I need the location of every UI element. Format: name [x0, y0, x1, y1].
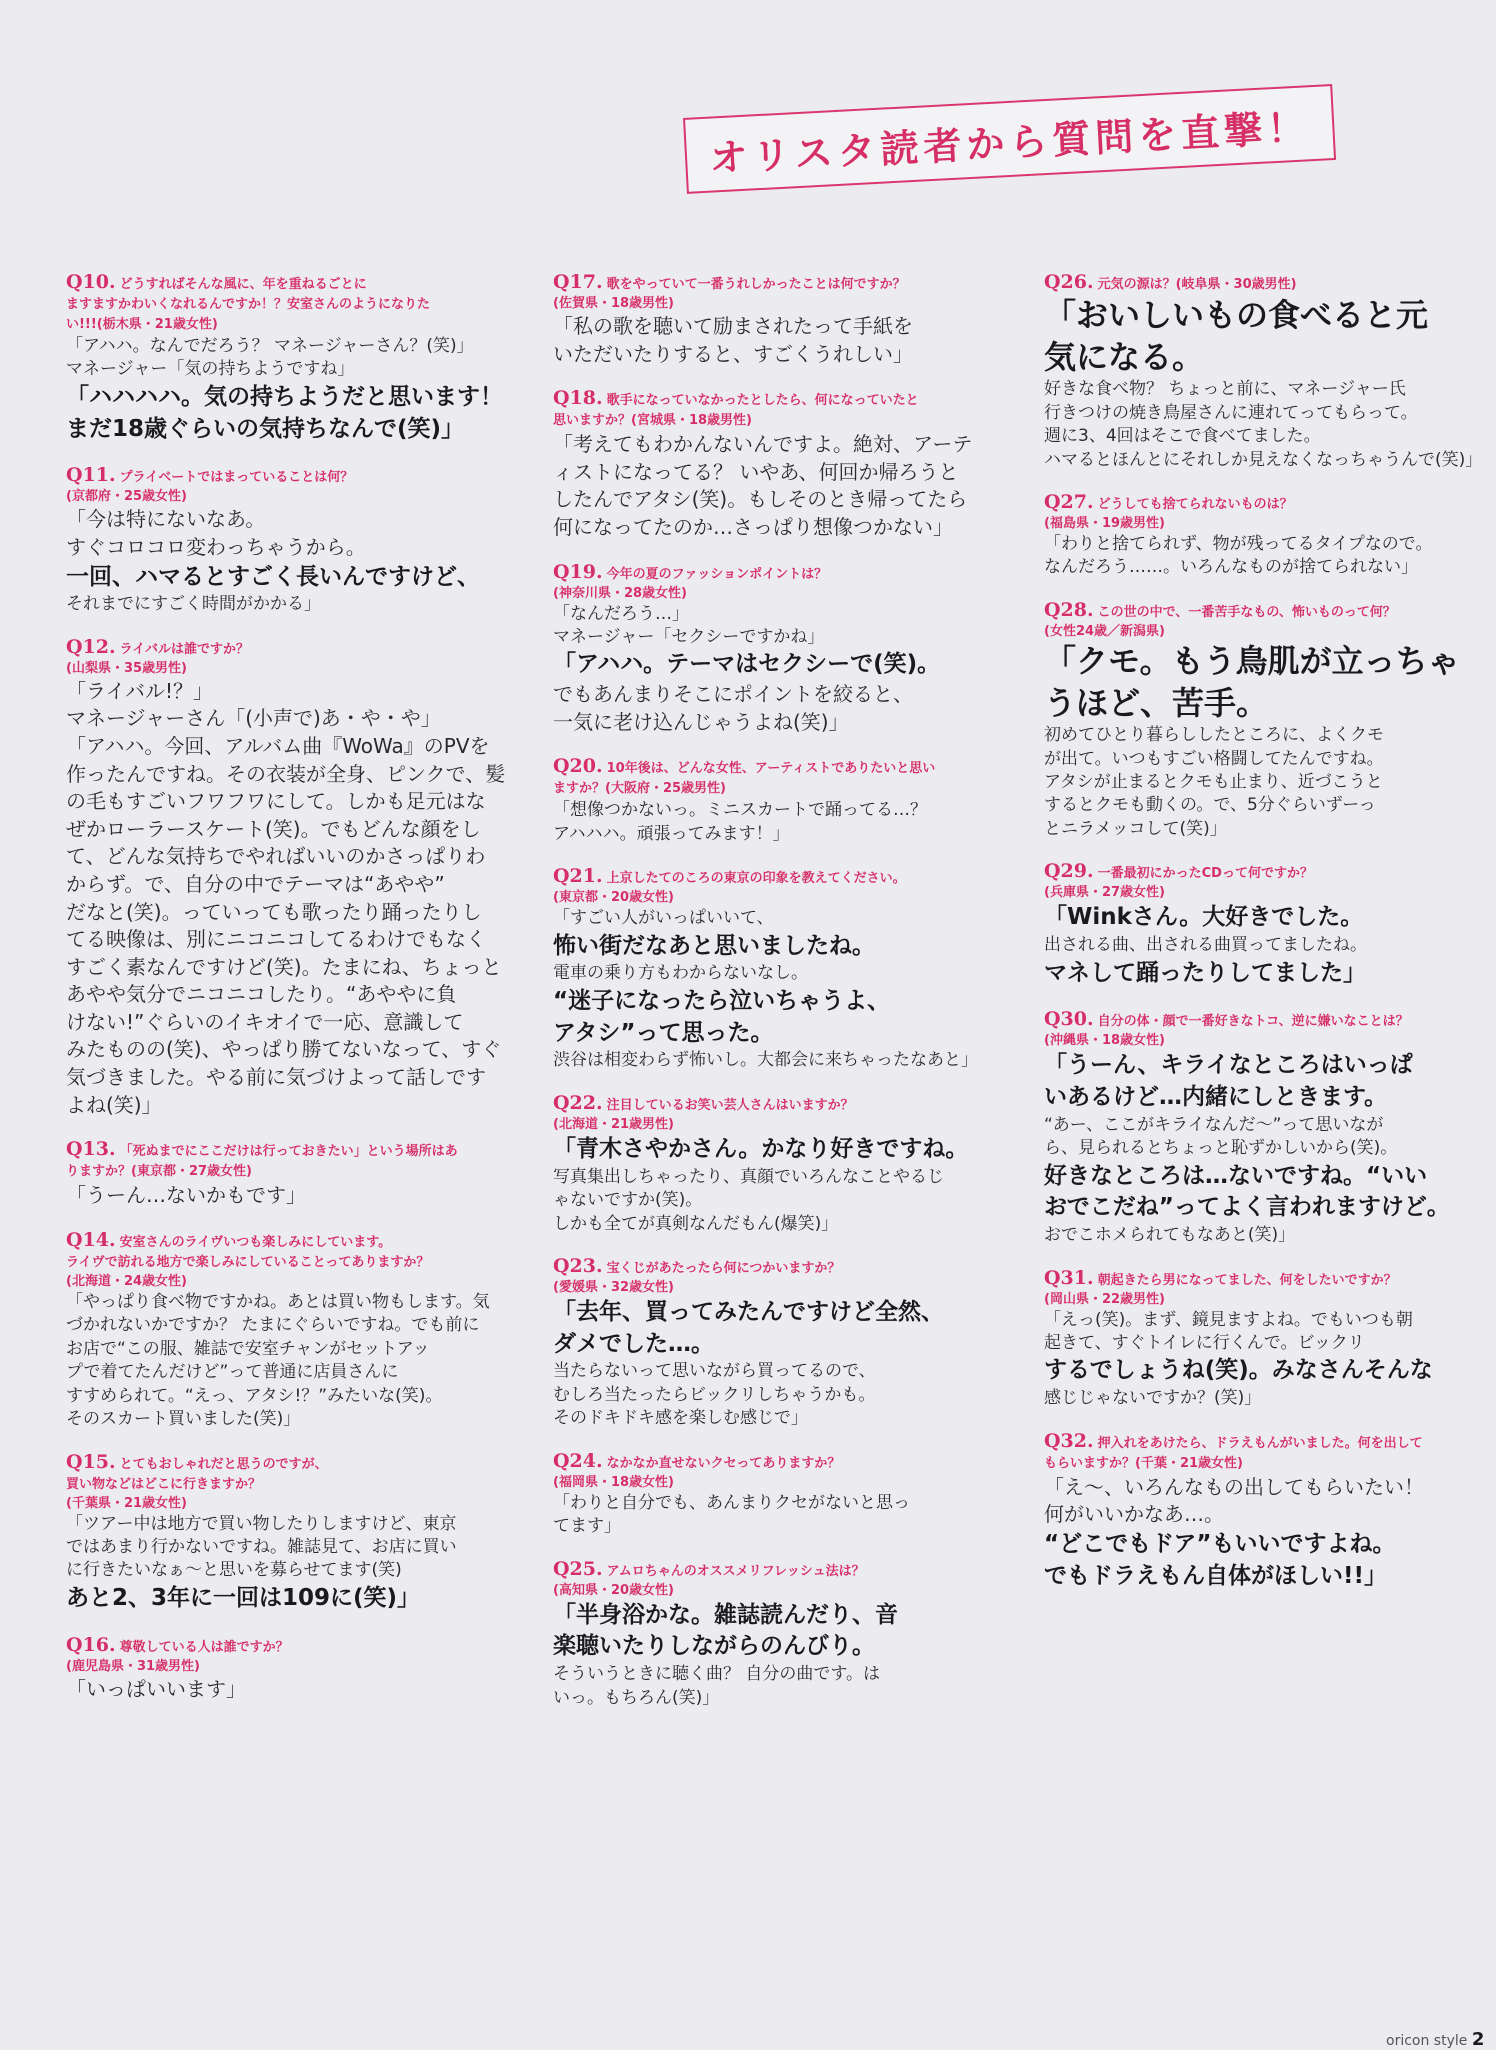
question-number: Q10.	[66, 271, 116, 293]
question-line	[66, 272, 490, 295]
question-line	[1044, 1454, 1474, 1474]
question-line	[553, 779, 989, 799]
question-text: 買い物などはどこに行きますか？	[66, 1476, 262, 1492]
answer-line: マネージャー「気の持ちようですね」	[66, 359, 355, 380]
qa-block	[66, 465, 490, 616]
question-text: アムロちゃんのオススメリフレッシュ法は？	[606, 1563, 865, 1579]
answer-line: けない!”ぐらいのイキオイで一応、意識して	[66, 1009, 464, 1034]
answer-line: 好きな食べ物？ ちょっと前に、マネージャー氏	[1044, 379, 1406, 400]
qa-block	[553, 1093, 989, 1236]
answer-line: ら、見られるとちょっと恥ずかしいから(笑)。	[1044, 1138, 1398, 1159]
page-footer	[1386, 2029, 1484, 2050]
answer-line: 「考えてもわかんないんですよ。絶対、アーテ	[553, 432, 973, 457]
answer-line: でもドラえもん自体がほしい!!」	[1044, 1562, 1387, 1589]
question-line	[66, 465, 490, 488]
column-middle	[553, 272, 989, 1730]
question-number: Q21.	[553, 865, 603, 888]
answer-line: マネして踊ったりしてました」	[1044, 959, 1366, 986]
question-text: なかなか直せないクセってありますか？	[606, 1455, 841, 1471]
answer-line: ハマるとほんとにそれしか見えなくなっちゃうんで(笑)」	[1044, 449, 1483, 470]
answer-line: マネージャー「セクシーですかね」	[553, 627, 825, 648]
qa-block	[66, 1230, 490, 1432]
answer-line: に行きたいなぁ～と思いを募らせてます(笑)	[66, 1560, 402, 1581]
answer-line: なんだろう……。いろんなものが捨てられない」	[1044, 557, 1418, 578]
answer-line: 電車の乗り方もわからないなし。	[553, 963, 808, 984]
question-text: 尊敬している人は誰ですか？	[119, 1639, 289, 1655]
answer-line: 「私の歌を聴いて励まされたって手紙を	[553, 314, 913, 338]
reader-info: (岡山県・22歳男性)	[1044, 1291, 1165, 1307]
question-line	[66, 1253, 490, 1273]
answer-line: とニラメッコして(笑)」	[1044, 818, 1227, 839]
question-line	[553, 562, 989, 585]
reader-info: (東京都・20歳女性)	[553, 890, 674, 906]
answer-line: アハハハ。頑張ってみます！」	[553, 823, 790, 844]
reader-info: (神奈川県・28歳女性)	[553, 585, 687, 601]
question-line	[553, 1559, 989, 1582]
answer-line: 「やっぱり食べ物ですかね。あとは買い物もします。気	[66, 1291, 490, 1312]
reader-info: (佐賀県・18歳男性)	[553, 296, 674, 311]
question-line	[553, 388, 989, 411]
qa-block	[553, 1451, 989, 1539]
column-right	[1044, 271, 1483, 1612]
reader-info: (兵庫県・27歳女性)	[1044, 885, 1165, 901]
question-text: りますか？(東京都・27歳女性)	[66, 1164, 252, 1180]
answer-line: プで着てたんだけど”って普通に店員さんに	[66, 1362, 399, 1383]
question-number: Q11.	[66, 464, 116, 487]
question-number: Q32.	[1044, 1429, 1094, 1452]
reader-info: (千葉県・21歳女性)	[66, 1495, 187, 1511]
answer-line: 作ったんですね。その衣装が全身、ピンクで、髪	[66, 761, 506, 786]
answer-line: 起きて、すぐトイレに行くんで。ビックリ	[1044, 1333, 1365, 1354]
question-number: Q26.	[1044, 271, 1094, 293]
answer-line: そのスカート買いました(笑)」	[66, 1409, 301, 1430]
qa-block	[1044, 271, 1483, 472]
qa-block	[1044, 1009, 1474, 1247]
answer-line: 「えっ(笑)。まず、鏡見ますよね。でもいつも朝	[1044, 1309, 1413, 1330]
qa-block	[66, 271, 503, 445]
question-number: Q18.	[553, 387, 603, 410]
reader-info: (山梨県・35歳男性)	[66, 660, 187, 676]
answer-line: 「うーん、キライなところはいっぱ	[1044, 1052, 1413, 1079]
answer-line: ダメでした…。	[553, 1330, 714, 1357]
question-text: もらいますか？(千葉・21歳女性)	[1044, 1455, 1243, 1471]
answer-line: うほど、苦手。	[1044, 683, 1269, 722]
question-line	[553, 1256, 989, 1279]
answer-line: 「なんだろう…」	[553, 603, 689, 624]
answer-line: 怖い街だなあと思いましたね。	[553, 932, 875, 959]
question-text: どうすればそんな風に、年を重ねるごとに	[119, 277, 367, 292]
question-text: とてもおしゃれだと思うのですが、	[119, 1456, 328, 1472]
answer-line: でもあんまりそこにポイントを絞ると、	[553, 682, 913, 707]
question-number: Q17.	[553, 271, 603, 293]
answer-line: ではあまり行かないですね。雑誌見て、お店に買い	[66, 1537, 457, 1558]
question-line	[553, 272, 989, 295]
question-line	[553, 1093, 989, 1116]
answer-line: 一気に老け込んじゃうよね(笑)」	[553, 709, 849, 734]
answer-line: しかも全てが真剣なんだもん(爆笑)」	[553, 1213, 839, 1234]
answer-line: 行きつけの焼き鳥屋さんに連れてってもらって。	[1044, 402, 1418, 423]
question-number: Q15.	[66, 1450, 116, 1473]
question-line	[1044, 492, 1474, 515]
qa-block	[66, 635, 506, 1120]
question-text: 歌をやっていて一番うれしかったことは何ですか？	[606, 277, 906, 292]
question-line	[66, 1635, 490, 1658]
reader-info: (北海道・24歳女性)	[66, 1273, 187, 1289]
answer-line: ィストになってる？ いやあ、何回か帰ろうと	[553, 459, 959, 484]
question-number: Q31.	[1044, 1266, 1094, 1289]
answer-line: アタシ”って思った。	[553, 1019, 774, 1046]
answer-line: 週に3、4回はそこで食べてました。	[1044, 426, 1321, 447]
answer-line: すぐコロコロ変わっちゃうから。	[66, 534, 366, 559]
qa-block	[1044, 600, 1474, 841]
answer-line: 何がいいかなあ…。	[1044, 1502, 1224, 1527]
qa-block	[553, 272, 989, 368]
question-line	[553, 1451, 989, 1474]
answer-line: 「うーん…ないかもです」	[66, 1183, 306, 1208]
question-number: Q28.	[1044, 598, 1094, 621]
question-line	[1044, 1009, 1474, 1032]
question-line	[553, 866, 989, 889]
question-number: Q27.	[1044, 491, 1094, 513]
question-text: 歌手になっていなかったとしたら、何になっていたと	[606, 393, 919, 409]
question-line	[66, 1162, 490, 1182]
question-text: 「死ぬまでにここだけは行っておきたい」という場所はあ	[119, 1144, 458, 1160]
answer-line: 「すごい人がいっぱいいて、	[553, 908, 774, 929]
answer-line: 「いっぱいいます」	[66, 1676, 246, 1701]
question-number: Q22.	[553, 1091, 603, 1114]
qa-block	[553, 1256, 989, 1431]
question-text: 安室さんのライヴいつも楽しみにしています。	[119, 1234, 392, 1250]
answer-line: 「青木さやかさん。かなり好きですね。	[553, 1135, 969, 1162]
qa-block	[553, 866, 989, 1073]
question-line	[1044, 1431, 1474, 1454]
question-text: 元気の源は？(岐阜県・30歳男性)	[1097, 277, 1297, 292]
question-line	[66, 1139, 490, 1162]
answer-line: 「ハハハハ。気の持ちようだと思います！	[66, 383, 503, 410]
answer-line: お店で“この服、雑誌で安室チャンがセットアッ	[66, 1338, 430, 1359]
answer-line: それまでにすごく時間がかかる」	[66, 594, 321, 615]
question-number: Q16.	[66, 1633, 116, 1656]
answer-line: 好きなところは…ないですね。“いい	[1044, 1162, 1428, 1189]
question-line	[553, 756, 989, 779]
answer-line: 「去年、買ってみたんですけど全然、	[553, 1298, 944, 1325]
question-line	[66, 1475, 490, 1495]
question-line	[553, 411, 989, 431]
question-text: 宝くじがあたったら何につかいますか？	[606, 1260, 841, 1276]
answer-line: てます」	[553, 1516, 621, 1537]
question-text: 注目しているお笑い芸人さんはいますか？	[606, 1097, 854, 1113]
answer-line: 出される曲、出される曲買ってましたね。	[1044, 935, 1367, 956]
qa-block	[1044, 861, 1474, 989]
answer-line: いっ。もちろん(笑)」	[553, 1687, 720, 1708]
answer-line: マネージャーさん「(小声で)あ・や・や」	[66, 706, 441, 731]
answer-line: “どこでもドア”もいいですよね。	[1044, 1530, 1396, 1557]
qa-block	[1044, 1268, 1474, 1411]
question-text: 自分の体・顔で一番好きなトコ、逆に嫌いなことは？	[1097, 1014, 1409, 1030]
column-left	[66, 271, 506, 1723]
answer-line: すごく素なんですけど(笑)。たまにね、ちょっと	[66, 954, 502, 979]
answer-line: てる映像は、別にニコニコしてるわけでもなく	[66, 927, 486, 952]
answer-line: いただいたりすると、すごくうれしい」	[553, 341, 913, 366]
answer-line: て、どんな気持ちでやればいいのかさっぱりわ	[66, 844, 486, 869]
answer-line: “迷子になったら泣いちゃうよ、	[553, 987, 891, 1014]
question-line	[66, 1452, 490, 1475]
question-text: どうしても捨てられないものは？	[1097, 497, 1293, 512]
answer-line: 当たらないって思いながら買ってるので、	[553, 1361, 876, 1382]
question-number: Q29.	[1044, 860, 1094, 883]
answer-line: するでしょうね(笑)。みなさんそんな	[1044, 1357, 1433, 1384]
footer-brand: oricon style	[1386, 2033, 1468, 2049]
question-line	[1044, 861, 1474, 884]
question-text: ますか？(大阪府・25歳男性)	[553, 781, 726, 797]
answer-line: すすめられて。“えっ、アタシ!？”みたいな(笑)。	[66, 1385, 443, 1406]
answer-line: おでこホメられてもなあと(笑)」	[1044, 1225, 1296, 1246]
qa-block	[553, 1559, 989, 1710]
answer-line: あと2、3年に一回は109に(笑)」	[66, 1584, 421, 1611]
answer-line: の毛もすごいフワフワにして。しかも足元はな	[66, 789, 486, 814]
question-text: 押入れをあけたら、ドラえもんがいました。何を出して	[1097, 1435, 1423, 1451]
question-text: 10年後は、どんな女性、アーティストでありたいと思い	[606, 761, 936, 777]
qa-block	[66, 1452, 490, 1615]
question-text: 思いますか？(宮城県・18歳男性)	[553, 413, 752, 429]
answer-line: 気づきました。やる前に気づけよって話しです	[66, 1065, 486, 1090]
reader-info: (沖縄県・18歳女性)	[1044, 1033, 1165, 1049]
header-title: オリスタ読者から質問を直撃！	[708, 104, 1312, 181]
answer-line: 「想像つかないっ。ミニスカートで踊ってる…？	[553, 800, 927, 821]
question-number: Q19.	[553, 560, 603, 583]
question-text: い!!!(栃木県・21歳女性)	[66, 317, 218, 332]
answer-line: おでこだね”ってよく言われますけど。	[1044, 1194, 1450, 1221]
answer-line: いあるけど…内緒にしときます。	[1044, 1084, 1388, 1111]
question-line	[66, 1230, 490, 1253]
qa-block	[553, 562, 989, 737]
question-text: 一番最初にかったCDって何ですか？	[1097, 866, 1313, 882]
answer-line: 何になってたのか…さっぱり想像つかない」	[553, 514, 953, 539]
question-text: 今年の夏のファッションポイントは？	[606, 566, 828, 582]
question-number: Q30.	[1044, 1008, 1094, 1031]
qa-block	[1044, 492, 1474, 580]
question-number: Q20.	[553, 755, 603, 778]
reader-info: (高知県・20歳女性)	[553, 1582, 674, 1598]
question-number: Q12.	[66, 635, 116, 658]
answer-line: 「え～、いろんなもの出してもらいたい！	[1044, 1474, 1424, 1499]
answer-line: そういうときに聴く曲？ 自分の曲です。は	[553, 1664, 881, 1685]
answer-line: むしろ当たったらビックリしちゃうかも。	[553, 1384, 876, 1405]
answer-line: 「アハハ。テーマはセクシーで(笑)。	[553, 651, 941, 678]
answer-line: ぜかローラースケート(笑)。でもどんな顔をし	[66, 816, 481, 841]
answer-line: 「半身浴かな。雑誌読んだり、音	[553, 1601, 898, 1628]
qa-block	[553, 756, 989, 846]
reader-info: (福岡県・18歳女性)	[553, 1474, 674, 1490]
answer-line: するとクモも動くの。で、5分ぐらいずーっ	[1044, 795, 1376, 816]
answer-line: 気になる。	[1044, 337, 1205, 376]
answer-line: アタシが止まるとクモも止まり、近づこうと	[1044, 772, 1383, 792]
answer-line: 渋谷は相変わらず怖いし。大都会に来ちゃったなあと」	[553, 1050, 978, 1071]
question-text: 上京したてのころの東京の印象を教えてください。	[606, 871, 906, 887]
reader-info: (愛媛県・32歳女性)	[553, 1279, 674, 1295]
qa-block	[66, 1139, 490, 1210]
answer-line: “あー、ここがキライなんだ～”って思いなが	[1044, 1114, 1384, 1135]
answer-line: 「わりと自分でも、あんまりクセがないと思っ	[553, 1492, 910, 1513]
question-text: プライベートではまっていることは何？	[119, 470, 354, 486]
question-number: Q23.	[553, 1254, 603, 1277]
reader-info: (福島県・19歳男性)	[1044, 516, 1165, 531]
question-text: ライヴで訪れる地方で楽しみにしていることってありますか？	[66, 1254, 430, 1270]
answer-line: 感じじゃないですか？(笑)」	[1044, 1388, 1262, 1409]
answer-line: 「アハハ。今回、アルバム曲『WoWa』のPVを	[66, 733, 490, 758]
question-line	[66, 637, 490, 660]
answer-line: そのドキドキ感を楽しむ感じで」	[553, 1408, 808, 1429]
answer-line: 楽聴いたりしながらのんびり。	[553, 1633, 875, 1660]
question-number: Q25.	[553, 1557, 603, 1580]
answer-line: 初めてひとり暮らししたところに、よくクモ	[1044, 725, 1384, 746]
answer-line: からず。で、自分の中でテーマは“あやや”	[66, 871, 445, 896]
answer-line: あやや気分でニコニコしたり。“あややに負	[66, 982, 457, 1007]
answer-line: まだ18歳ぐらいの気持ちなんで(笑)」	[66, 415, 465, 442]
section-header	[683, 84, 1336, 194]
answer-line: みたものの(笑)、やっぱり勝てないなって、すぐ	[66, 1037, 502, 1062]
answer-line: 「Winkさん。大好きでした。	[1044, 904, 1364, 931]
reader-info: (北海道・21歳男性)	[553, 1116, 674, 1132]
question-line	[1044, 600, 1474, 623]
answer-line: 「クモ。もう鳥肌が立っちゃ	[1044, 641, 1460, 680]
answer-line: 「ライバル!？」	[66, 678, 214, 703]
question-line	[66, 295, 490, 315]
question-text: 朝起きたら男になってました、何をしたいですか？	[1097, 1272, 1397, 1288]
answer-line: 「おいしいもの食べると元	[1044, 296, 1429, 334]
answer-line: ゃないですか(笑)。	[553, 1190, 703, 1211]
answer-line: したんでアタシ(笑)。もしそのとき帰ってたら	[553, 487, 968, 512]
answer-line: 「アハハ。なんでだろう？ マネージャーさん？(笑)」	[66, 336, 474, 356]
question-line	[1044, 1268, 1474, 1291]
reader-info: (鹿児島県・31歳男性)	[66, 1658, 200, 1674]
qa-block	[1044, 1431, 1474, 1593]
question-text: ますますかわいくなれるんですか！？安室さんのようになりた	[66, 297, 431, 312]
answer-line: 「わりと捨てられず、物が残ってるタイプなので。	[1044, 534, 1433, 554]
question-line	[66, 315, 490, 335]
question-text: この世の中で、一番苦手なもの、怖いものって何？	[1097, 604, 1396, 620]
answer-line: づかれないかですか？ たまにぐらいですね。でも前に	[66, 1315, 480, 1336]
reader-info: (京都府・25歳女性)	[66, 489, 187, 505]
question-number: Q13.	[66, 1138, 116, 1161]
page-number: 2	[1471, 2029, 1485, 2050]
answer-line: だなと(笑)。っていっても歌ったり踊ったりし	[66, 899, 482, 924]
question-text: ライバルは誰ですか？	[119, 641, 249, 657]
answer-line: が出て。いつもすごい格闘してたんですね。	[1044, 748, 1384, 769]
answer-line: 一回、ハマるとすごく長いんですけど、	[66, 563, 480, 590]
question-line	[1044, 272, 1474, 295]
answer-line: 写真集出しちゃったり、真顔でいろんなことやるじ	[553, 1166, 944, 1187]
qa-block	[66, 1635, 490, 1704]
answer-line: 「今は特にないなあ。	[66, 507, 266, 532]
answer-line: 「ツアー中は地方で買い物したりしますけど、東京	[66, 1513, 457, 1534]
answer-line: よね(笑)」	[66, 1092, 162, 1117]
reader-info: (女性24歳／新潟県)	[1044, 623, 1165, 639]
question-number: Q24.	[553, 1449, 603, 1472]
qa-block	[553, 388, 989, 541]
question-number: Q14.	[66, 1228, 116, 1251]
